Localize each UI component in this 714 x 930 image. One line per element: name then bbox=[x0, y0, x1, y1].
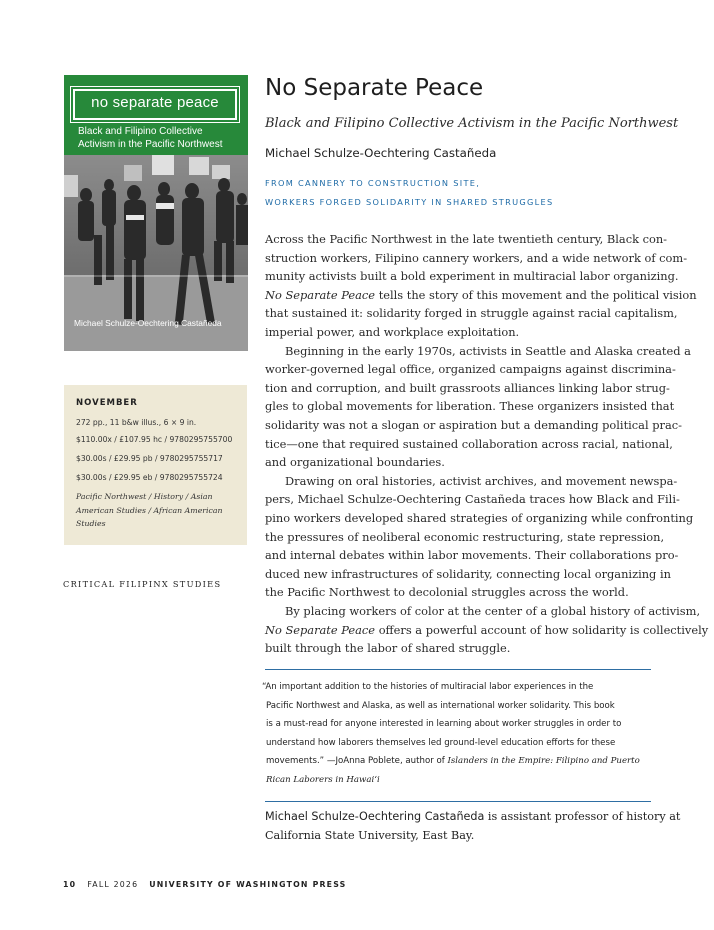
description-text: tells the story of this movement and the political vision bbox=[378, 287, 697, 302]
book-subtitle: Black and Filipino Collective Activism in the Pacific Northwest bbox=[265, 116, 679, 131]
cover-subtitle-line: Black and Filipino Collective bbox=[78, 126, 203, 137]
description-line: the pressures of neoliberal economic restructuring, state repression, bbox=[265, 529, 665, 544]
book-cover bbox=[64, 75, 248, 351]
endorsement-line bbox=[266, 775, 380, 785]
description-line: tice—one that required sustained collaboration across racial, national, bbox=[265, 436, 673, 451]
footer-season: FALL 2026 bbox=[87, 880, 139, 889]
subject-line: Pacific Northwest / History / Asian bbox=[76, 492, 213, 501]
author-bio-line bbox=[265, 810, 680, 823]
description-line bbox=[265, 287, 697, 302]
series-name: CRITICAL FILIPINX STUDIES bbox=[63, 579, 222, 589]
description-line: imperial power, and workplace exploitation. bbox=[265, 325, 520, 339]
divider bbox=[265, 669, 651, 670]
cited-book-title: Islanders in the Empire: Filipino and Puerto bbox=[447, 756, 640, 766]
endorsement-line: understand how laborers themselves led ground-level education efforts for these bbox=[266, 737, 616, 748]
cover-title: no separate peace bbox=[91, 94, 219, 111]
footer-publisher: UNIVERSITY OF WASHINGTON PRESS bbox=[149, 880, 347, 889]
description-line: tion and corruption, and built grassroots alliances linking labor strug- bbox=[265, 380, 670, 395]
author-bio-line: California State University, East Bay. bbox=[265, 829, 475, 842]
description-line bbox=[265, 622, 709, 637]
tagline-line: FROM CANNERY TO CONSTRUCTION SITE, bbox=[265, 178, 481, 188]
description-line: Drawing on oral histories, activist archives, and movement newspa- bbox=[285, 473, 678, 488]
endorsement-line bbox=[266, 756, 640, 766]
subject-categories bbox=[76, 490, 236, 531]
cited-book-title: Rican Laborers in Hawai‘i bbox=[266, 774, 380, 785]
bio-text: is assistant professor of history at bbox=[484, 810, 681, 823]
publication-month: NOVEMBER bbox=[76, 398, 138, 408]
description-line: munity activists built a bold experiment in multiracial labor organizing. bbox=[265, 269, 679, 284]
page-number: 10 bbox=[63, 880, 77, 889]
description-line: Across the Pacific Northwest in the late twentieth century, Black con- bbox=[265, 232, 668, 246]
cover-subtitle-line: Activism in the Pacific Northwest bbox=[78, 139, 223, 150]
description-line: worker-governed legal office, organized campaigns against discrimina- bbox=[265, 362, 676, 377]
cover-author: Michael Schulze-Oechtering Castañeda bbox=[74, 318, 222, 328]
description-line: struction workers, Filipino cannery workers, and a wide network of com- bbox=[265, 250, 688, 265]
bio-author-name: Michael Schulze-Oechtering Castañeda bbox=[265, 810, 485, 823]
book-author: Michael Schulze-Oechtering Castañeda bbox=[265, 146, 497, 160]
subject-line: American Studies / African American bbox=[76, 505, 223, 515]
page-footer bbox=[63, 880, 347, 889]
endorsement-text: movements.” —JoAnna Poblete, author of bbox=[266, 756, 445, 766]
book-title-reference: No Separate Peace bbox=[265, 622, 376, 637]
book-specs: 272 pp., 11 b&w illus., 6 × 9 in. bbox=[76, 418, 197, 427]
description-line: the Pacific Northwest to decolonial struggles across the world. bbox=[265, 585, 629, 600]
endorsement-line: “An important addition to the histories of multiracial labor experiences in the bbox=[262, 682, 594, 692]
description-line: built through the labor of shared struggle. bbox=[265, 641, 511, 656]
edition-paperback: $30.00s / £29.95 pb / 9780295755717 bbox=[76, 454, 223, 463]
subject-line: Studies bbox=[76, 519, 106, 528]
description-line: By placing workers of color at the center of a global history of activism, bbox=[285, 604, 701, 618]
description-line: duced new infrastructures of solidarity, connecting local organizing in bbox=[265, 566, 671, 581]
book-title-reference: No Separate Peace bbox=[265, 287, 376, 302]
endorsement-line: Pacific Northwest and Alaska, as well as international worker solidarity. This book bbox=[266, 700, 615, 711]
description-line: pers, Michael Schulze-Oechtering Castañeda traces how Black and Fili- bbox=[265, 492, 680, 507]
cover-subtitle bbox=[78, 125, 243, 151]
book-title: No Separate Peace bbox=[265, 75, 484, 101]
description-line: that sustained it: solidarity forged in struggle against racial capitalism, bbox=[265, 306, 678, 321]
description-line: pino workers developed shared strategies of organizing while confronting bbox=[265, 511, 694, 525]
cover-title-frame bbox=[73, 89, 237, 120]
description-line: gles to global movements for liberation. These organizers insisted that bbox=[265, 399, 675, 414]
description-line: solidarity was not a slogan or aspiration but a demanding political prac- bbox=[265, 418, 682, 432]
edition-ebook: $30.00s / £29.95 eb / 9780295755724 bbox=[76, 473, 223, 482]
tagline-line: WORKERS FORGED SOLIDARITY IN SHARED STRUGGLES bbox=[265, 197, 554, 207]
description-line: and organizational boundaries. bbox=[265, 455, 445, 470]
description-line: and internal debates within labor movements. Their collaborations pro- bbox=[265, 548, 679, 563]
description-line: Beginning in the early 1970s, activists in Seattle and Alaska created a bbox=[285, 343, 691, 358]
description-text: offers a powerful account of how solidarity is collectively bbox=[378, 622, 709, 637]
edition-hardcover: $110.00x / £107.95 hc / 9780295755700 bbox=[76, 435, 233, 444]
endorsement-line: is a must-read for anyone interested in learning about worker struggles in order to bbox=[266, 719, 622, 729]
divider bbox=[265, 801, 651, 802]
book-info-box bbox=[64, 385, 247, 545]
